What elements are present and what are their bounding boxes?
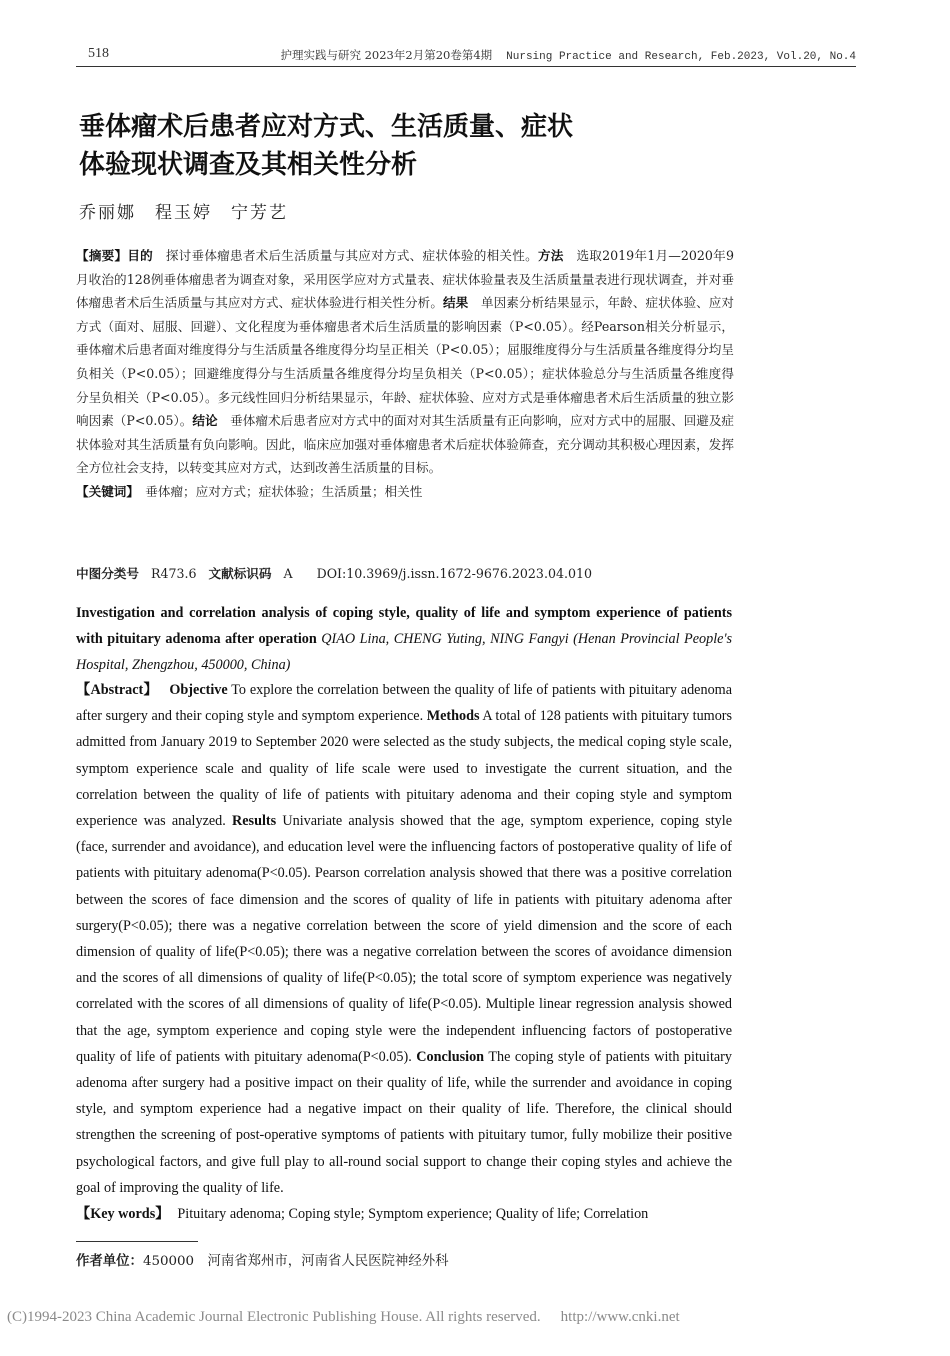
copyright-watermark	[7, 1309, 950, 1326]
doc-code-value: A	[283, 566, 293, 581]
en-results-label: Results	[232, 813, 277, 830]
chinese-keywords	[76, 480, 734, 504]
clc-value: R473.6	[150, 566, 197, 581]
english-keywords	[76, 1201, 732, 1227]
footnote-text: 450000 河南省郑州市，河南省人民医院神经外科	[142, 1254, 449, 1269]
objective-text: 探讨垂体瘤患者术后生活质量与其应对方式、症状体验的相关性。	[153, 248, 538, 263]
objective-label: 目的	[127, 248, 153, 263]
english-title-block	[76, 600, 732, 679]
title-line-2: 体验现状调查及其相关性分析	[79, 150, 418, 180]
en-keywords-label: 【Key words】	[76, 1206, 170, 1222]
footnote-divider	[76, 1241, 198, 1242]
cnki-url: http://www.cnki.net	[560, 1309, 680, 1325]
en-keywords-text: Pituitary adenoma; Coping style; Symptom experience; Quality of life; Correlation	[177, 1206, 649, 1222]
journal-name-cn: 护理实践与研究 2023年2月第20卷第4期	[280, 48, 493, 62]
chinese-abstract-body	[76, 244, 734, 480]
title-line-1: 垂体瘤术后患者应对方式、生活质量、症状	[79, 112, 574, 142]
en-methods-text: A total of 128 patients with pituitary tumors admitted from January 2019 to September 2020 were selected as the study subjects, the medical coping style scale, symptom experience scale and quality of life scale were used to investigate the current situation, and the correlation between the quality of life of patients with pituitary adenoma and their coping style and symptom experience was analyzed.	[76, 708, 733, 830]
en-conclusion-label: Conclusion	[416, 1048, 485, 1065]
en-results-text: Univariate analysis showed that the age, symptom experience, coping style (face, surrender and avoidance), and education level were the influencing factors of postoperative quality of life of patients with pituitary adenoma(P<0.05). Pearson correlation analysis showed that there was a positive correlation between the scores of face dimension and the scores of quality of life in patients with pituitary adenoma after surgery(P<0.05); there was a negative correlation between the score of yield dimension and the score of each dimension of quality of life(P<0.05); there was a negative correlation between the scores of avoidance dimension and the scores of all dimensions of quality of life(P<0.05); the total score of symptom experience was negatively correlated with the scores of all dimensions of quality of life(P<0.05). Multiple linear regression analysis showed that the age, symptom experience and coping style were the independent influencing factors of postoperative quality of life of patients with pituitary adenoma(P<0.05).	[76, 813, 732, 1065]
classification-line	[76, 563, 776, 582]
journal-info	[280, 47, 856, 63]
author-affiliation-footnote	[76, 1250, 449, 1269]
conclusion-label: 结论	[192, 413, 218, 429]
results-text: 单因素分析结果显示，年龄、症状体验、应对方式（面对、屈服、回避）、文化程度为垂体瘤患者术后生活质量的影响因素（P<0.05）。经Pearson相关分析显示，垂体瘤术后患者面对维度得分与生活质量各维度得分均呈正相关（P<0.05）；屈服维度得分与生活质量各维度得分均呈负相关（P<0.05）；回避维度得分与生活质量各维度得分均呈负相关（P<0.05）；症状体验总分与生活质量各维度得分呈负相关（P<0.05）。多元线性回归分析结果显示，年龄、症状体验、应对方式是垂体瘤患者术后生活质量的独立影响因素（P<0.05）。	[76, 295, 735, 429]
paper-title	[79, 108, 699, 184]
doc-code-label: 文献标识码	[208, 566, 272, 581]
chinese-abstract	[76, 244, 734, 504]
copyright-text: (C)1994-2023 China Academic Journal Electronic Publishing House. All rights reserved.	[7, 1309, 541, 1325]
en-conclusion-text: The coping style of patients with pituitary adenoma after surgery had a positive impact on their quality of life, while the surrender and avoidance in coping style, and symptom experience had a negative impact on their quality of life. Therefore, the clinical should strengthen the screening of post-operative symptoms of patients with pituitary tumor, fully mobilize their positive psychological factors, and give full play to all-round social support to change their coping styles and achieve the goal of improving the quality of life.	[76, 1048, 733, 1196]
page-number: 518	[88, 46, 109, 61]
en-objective-text: To explore the correlation between the quality of life of patients with pituitary adenoma after surgery and their coping style and symptom experience.	[76, 682, 733, 725]
en-objective-label: Objective	[169, 682, 228, 698]
conclusion-text: 垂体瘤术后患者应对方式中的面对对其生活质量有正向影响，应对方式中的屈服、回避及症状体验对其生活质量有负向影响。因此，临床应加强对垂体瘤患者术后症状体验筛查，充分调动其积极心理因素，发挥全方位社会支持，以转变其应对方式，达到改善生活质量的目标。	[76, 413, 735, 476]
authors: 乔丽娜 程玉婷 宁芳艺	[79, 203, 288, 223]
methods-label: 方法	[537, 248, 564, 263]
english-title: Investigation and correlation analysis of coping style, quality of life and symptom experience of patients with pituitary adenoma after operation	[76, 605, 732, 648]
en-abstract-label: 【Abstract】	[76, 682, 158, 698]
english-abstract	[76, 677, 732, 1201]
en-methods-label: Methods	[426, 708, 480, 725]
methods-text: 选取2019年1月—2020年9月收治的128例垂体瘤患者为调查对象，采用医学应对方式量表、症状体验量表及生活质量量表进行现状调查，并对垂体瘤患者术后生活质量与其应对方式、症状体验进行相关性分析。	[76, 248, 735, 311]
doi: DOI:10.3969/j.issn.1672-9676.2023.04.010	[316, 566, 593, 581]
keywords-label: 【关键词】	[76, 483, 133, 499]
journal-name-en: Nursing Practice and Research, Feb.2023, Vol.20, No.4	[506, 51, 856, 63]
abstract-label: 【摘要】	[76, 248, 128, 263]
keywords-text: 垂体瘤；应对方式；症状体验；生活质量；相关性	[132, 483, 423, 499]
footnote-label: 作者单位：	[76, 1254, 143, 1269]
results-label: 结果	[443, 295, 469, 311]
running-header	[76, 44, 856, 67]
clc-label: 中图分类号	[76, 566, 139, 581]
english-authors-affiliation: QIAO Lina, CHENG Yuting, NING Fangyi (Henan Provincial People's Hospital, Zhengzhou, 450000, China)	[76, 631, 732, 674]
